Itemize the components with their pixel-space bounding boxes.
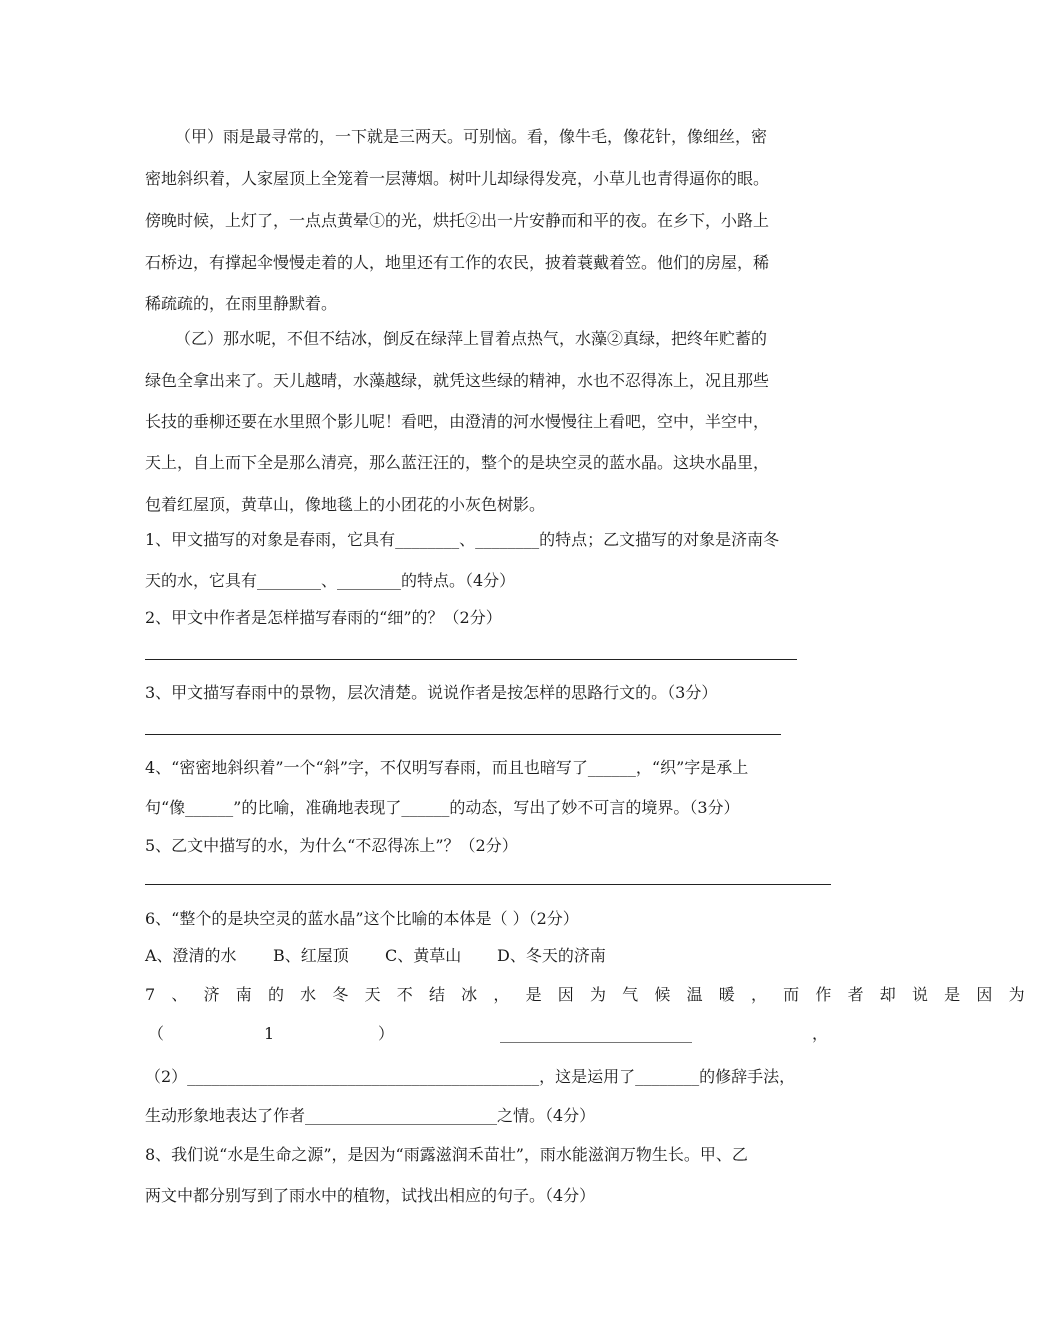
question-5: 5、乙文中描写的水，为什么“不忍得冻上”？（2分） [145,836,518,855]
q6-option-b[interactable]: B、红屋顶 [273,946,349,965]
q6-option-c[interactable]: C、黄草山 [385,946,462,965]
question-8-line-2: 两文中都分别写到了雨水中的植物，试找出相应的句子。（4分） [145,1186,596,1205]
q7-blank-1[interactable]: ________________________ [500,1024,692,1043]
q7-number-1: 1 [264,1024,275,1043]
passage-jia-line-3: 傍晚时候，上灯了，一点点黄晕①的光，烘托②出一片安静而和平的夜。在乡下，小路上 [145,211,770,230]
answer-line-q2[interactable] [145,659,797,660]
passage-yi-line-3: 长技的垂柳还要在水里照个影儿呢！看吧，由澄清的河水慢慢往上看吧，空中，半空中， [145,412,770,431]
q6-option-a[interactable]: A、澄清的水 [145,946,237,965]
question-8-line-1: 8、我们说“水是生命之源”，是因为“雨露滋润禾苗壮”，雨水能滋润万物生长。甲、乙 [145,1145,748,1164]
question-7-line-3: （2）____________________________________________，这是运用了________的修辞手法， [145,1067,796,1086]
passage-jia-line-1: （甲）雨是最寻常的，一下就是三两天。可别恼。看，像牛毛，像花针，像细丝，密 [175,127,768,146]
passage-yi-line-5: 包着红屋顶，黄草山，像地毯上的小团花的小灰色树影。 [145,495,546,514]
question-7-line-4: 生动形象地表达了作者________________________之情。（4分） [145,1106,596,1125]
answer-line-q5[interactable] [145,884,831,885]
passage-jia-line-2: 密地斜织着，人家屋顶上全笼着一层薄烟。树叶儿却绿得发亮，小草儿也青得逼你的眼。 [145,169,770,188]
q6-option-d[interactable]: D、冬天的济南 [497,946,606,965]
answer-line-q3[interactable] [145,734,781,735]
question-1-line-2: 天的水，它具有________、________的特点。（4分） [145,571,516,590]
question-2: 2、甲文中作者是怎样描写春雨的“细”的？（2分） [145,608,502,627]
question-4-line-2: 句“像______”的比喻，准确地表现了______的动态，写出了妙不可言的境界。（3分） [145,798,740,817]
question-7-line-1: 7、济南的水冬天不结冰，是因为气候温暖，而作者却说是因为 [145,985,1041,1004]
q7-paren-close: ） [378,1024,395,1043]
passage-yi-line-1: （乙）那水呢，不但不结冰，倒反在绿萍上冒着点热气，水藻②真绿，把终年贮蓄的 [175,329,768,348]
passage-jia-line-4: 石桥边，有撑起伞慢慢走着的人，地里还有工作的农民，披着蓑戴着笠。他们的房屋，稀 [145,253,770,272]
question-6: 6、“整个的是块空灵的蓝水晶”这个比喻的本体是（ ）（2分） [145,909,579,928]
passage-yi-line-2: 绿色全拿出来了。天儿越晴，水藻越绿，就凭这些绿的精神，水也不忍得冻上，况且那些 [145,371,770,390]
question-1-line-1: 1、甲文描写的对象是春雨，它具有________、________的特点；乙文描写的对象是济南冬 [145,530,780,549]
q7-comma: ， [812,1024,829,1043]
question-4-line-1: 4、“密密地斜织着”一个“斜”字，不仅明写春雨，而且也暗写了______，“织”字是承上 [145,758,749,777]
question-3: 3、甲文描写春雨中的景物，层次清楚。说说作者是按怎样的思路行文的。（3分） [145,683,718,702]
q7-paren-open: （ [148,1024,165,1043]
passage-yi-line-4: 天上，自上而下全是那么清亮，那么蓝汪汪的，整个的是块空灵的蓝水晶。这块水晶里， [145,453,770,472]
passage-jia-line-5: 稀疏疏的，在雨里静默着。 [145,294,338,313]
